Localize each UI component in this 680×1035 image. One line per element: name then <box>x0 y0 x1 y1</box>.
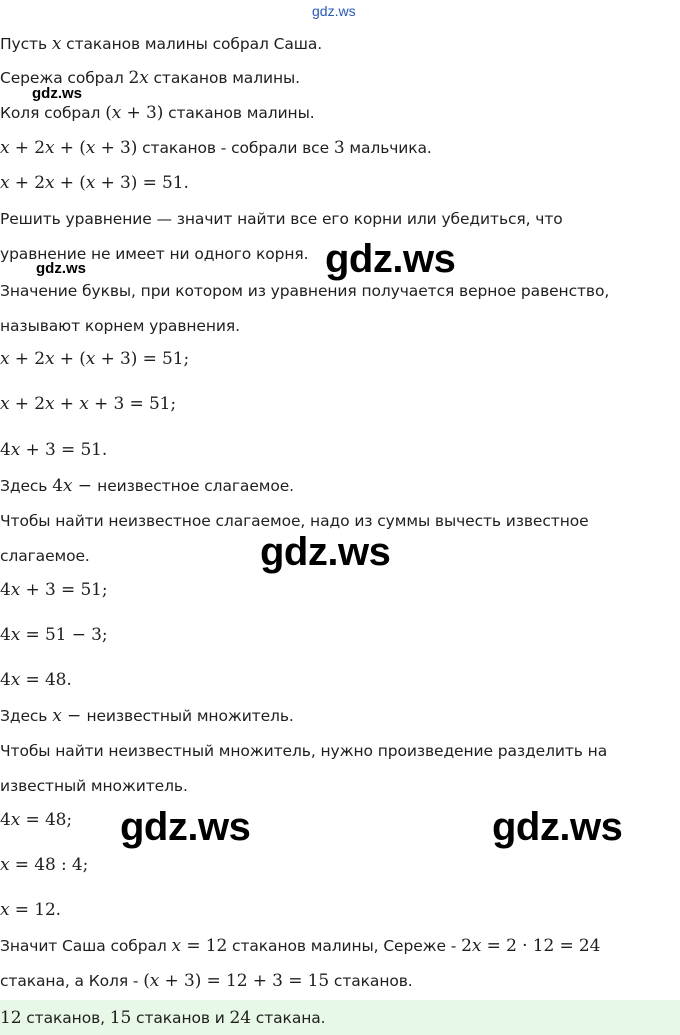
equation-line: x + 2x + x + 3 = 51; <box>0 394 177 414</box>
rule-text: Значение буквы, при котором из уравнения получается верное равенство, <box>0 282 610 300</box>
watermark-big: gdz.ws <box>492 805 623 849</box>
answer-text: 12 стаканов, 15 стаканов и 24 стакана. <box>0 1008 326 1028</box>
rule-text: известный множитель. <box>0 777 188 795</box>
watermark-small: gdz.ws <box>36 260 87 277</box>
equation-line: x = 48 : 4; <box>0 855 89 875</box>
watermark-big: gdz.ws <box>260 530 391 574</box>
equation-line: 4x = 48; <box>0 810 73 830</box>
rule-text: Чтобы найти неизвестное слагаемое, надо из суммы вычесть известное <box>0 512 589 530</box>
rule-text: Решить уравнение — значит найти все его корни или убедиться, что <box>0 210 563 228</box>
rule-text: слагаемое. <box>0 547 90 565</box>
equation-line: 4x + 3 = 51. <box>0 440 108 460</box>
answer-box <box>0 1000 680 1035</box>
equation-line: x + 2x + (x + 3) = 51. <box>0 173 189 193</box>
watermark-big: gdz.ws <box>120 805 251 849</box>
equation-line: 4x = 51 − 3; <box>0 625 108 645</box>
solution-line: Значит Саша собрал x = 12 стаканов малины, Сереже - 2x = 2 · 12 = 24 <box>0 936 601 956</box>
rule-text: называют корнем уравнения. <box>0 317 240 335</box>
solution-line: Здесь 4x − неизвестное слагаемое. <box>0 476 295 496</box>
equation-line: 4x + 3 = 51; <box>0 580 108 600</box>
watermark-top: gdz.ws <box>312 3 356 19</box>
solution-line: x + 2x + (x + 3) стаканов - собрали все 3 мальчика. <box>0 138 432 158</box>
solution-line: Сережа собрал 2x стаканов малины. <box>0 68 300 88</box>
equation-line: 4x = 48. <box>0 670 72 690</box>
solution-line: Здесь x − неизвестный множитель. <box>0 706 294 726</box>
watermark-big: gdz.ws <box>325 237 456 281</box>
solution-line: Коля собрал (x + 3) стаканов малины. <box>0 103 315 123</box>
rule-text: уравнение не имеет ни одного корня. <box>0 245 309 263</box>
solution-line: стакана, а Коля - (x + 3) = 12 + 3 = 15 стаканов. <box>0 971 413 991</box>
equation-line: x = 12. <box>0 900 61 920</box>
rule-text: Чтобы найти неизвестный множитель, нужно произведение разделить на <box>0 742 608 760</box>
solution-line: Пусть x стаканов малины собрал Саша. <box>0 34 323 54</box>
watermark-small: gdz.ws <box>32 85 83 102</box>
equation-line: x + 2x + (x + 3) = 51; <box>0 349 190 369</box>
